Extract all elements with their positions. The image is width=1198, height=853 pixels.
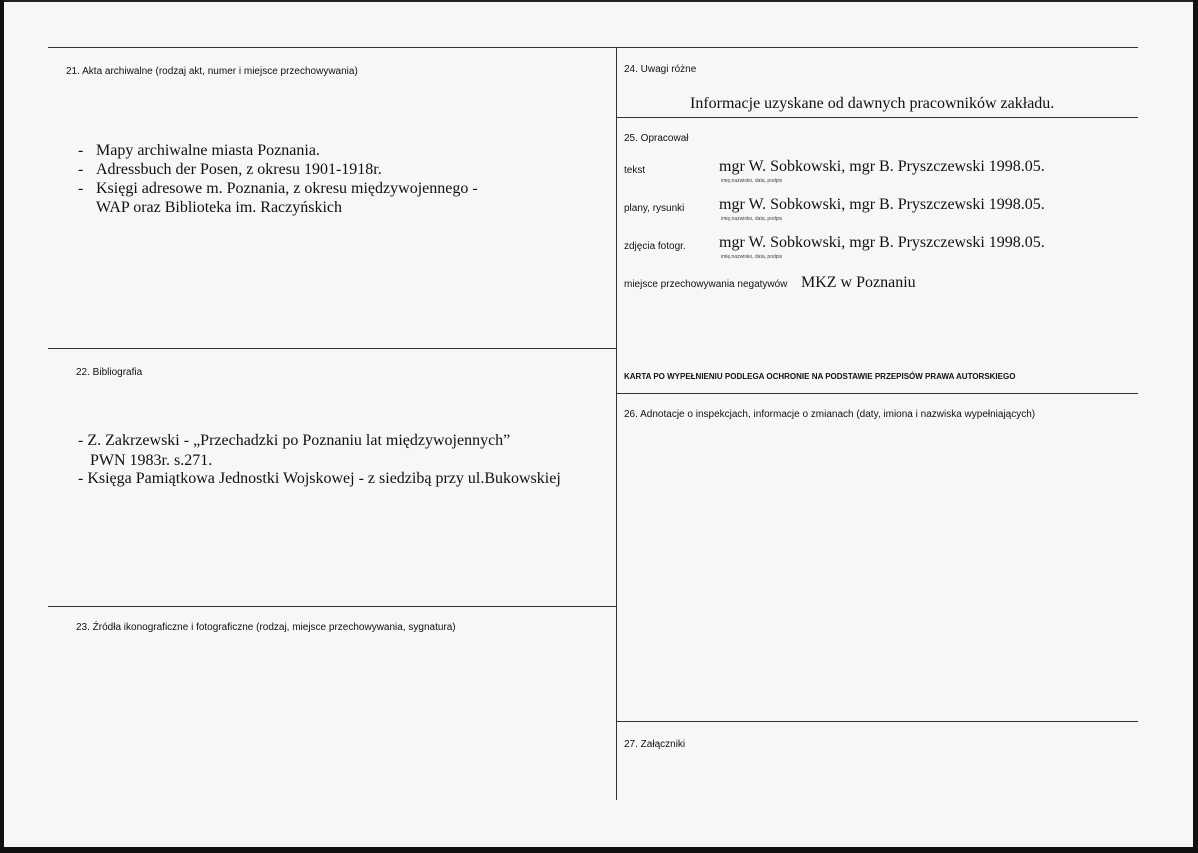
section-21-list [78,141,478,217]
row-label-plans: plany, rysunki [624,203,685,214]
row-value-plans: mgr W. Sobkowski, mgr B. Pryszczewski 1998.05. [719,196,1045,213]
divider-23 [48,606,616,607]
divider-center [616,47,617,800]
section-24-label: 24. Uwagi różne [624,64,697,75]
list-item: - Księgi adresowe m. Poznania, z okresu międzywojennego - [78,179,478,198]
section-25-label: 25. Opracował [624,133,689,144]
row-label-text: tekst [624,165,646,176]
copyright-notice: KARTA PO WYPEŁNIENIU PODLEGA OCHRONIE NA PODSTAWIE PRZEPISÓW PRAWA AUTORSKIEGO [624,372,1016,381]
section-22-label: 22. Bibliografia [76,367,143,378]
section-23-label: 23. Źródła ikonograficzne i fotograficzne (rodzaj, miejsce przechowywania, sygnatura) [76,622,456,633]
negatives-label: miejsce przechowywania negatywów [624,279,788,290]
bibliography-line-3: - Księga Pamiątkowa Jednostki Wojskowej - z siedzibą przy ul.Bukowskiej [78,470,561,487]
bibliography-line-1: - Z. Zakrzewski - „Przechadzki po Poznaniu lat międzywojennych” [78,432,511,449]
section-21-label: 21. Akta archiwalne (rodzaj akt, numer i miejsce przechowywania) [66,66,358,77]
negatives-value: MKZ w Poznaniu [801,274,916,291]
divider-27 [616,721,1138,722]
row-hint-photos: imię,nazwisko, data, podpis [721,254,783,260]
divider-top [48,47,1138,48]
remarks-text: Informacje uzyskane od dawnych pracowników zakładu. [690,95,1055,112]
bibliography-line-2: PWN 1983r. s.271. [90,452,213,469]
divider-26 [616,393,1138,394]
divider-22 [48,348,616,349]
row-value-photos: mgr W. Sobkowski, mgr B. Pryszczewski 1998.05. [719,234,1045,251]
list-item-continuation: WAP oraz Biblioteka im. Raczyńskich [96,199,343,216]
divider-25 [616,117,1138,118]
top-edge [4,0,1193,2]
list-item: - Mapy archiwalne miasta Poznania. [78,141,478,160]
section-26-label: 26. Adnotacje o inspekcjach, informacje o zmianach (daty, imiona i nazwiska wypełniających) [624,409,1036,420]
row-hint-text: imię,nazwisko, data, podpis [721,178,783,184]
row-hint-plans: imię,nazwisko, data, podpis [721,216,783,222]
list-item: - Adressbuch der Posen, z okresu 1901-1918r. [78,160,478,179]
section-27-label: 27. Załączniki [624,739,686,750]
row-label-photos: zdjęcia fotogr. [624,241,686,252]
row-value-text: mgr W. Sobkowski, mgr B. Pryszczewski 1998.05. [719,158,1045,175]
